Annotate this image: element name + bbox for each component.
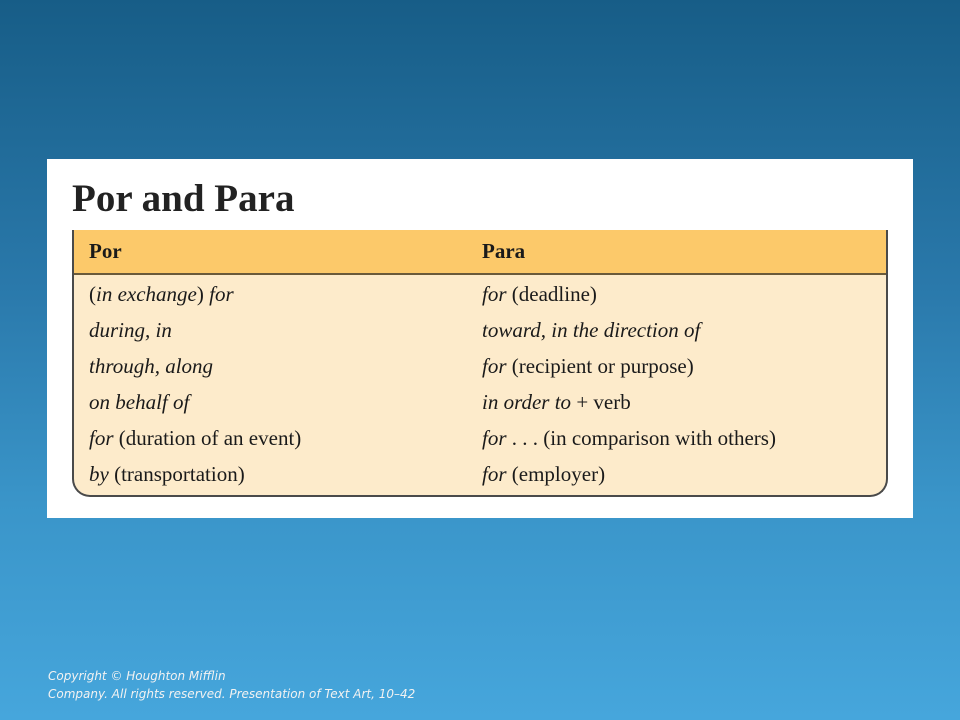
figure-panel: [47, 159, 913, 518]
header-por: Por: [89, 239, 122, 263]
por-para-table: [72, 230, 888, 497]
cell-text: ): [196, 282, 210, 306]
table-row: [74, 280, 886, 316]
por-cell: [89, 354, 213, 379]
cell-text: . . . (in comparison with others): [506, 426, 776, 450]
cell-text: for: [89, 426, 114, 450]
footer-line-2: Company. All rights reserved. Presentation of Text Art, 10–42: [48, 687, 416, 701]
copyright-footer: [48, 667, 415, 703]
por-cell: [89, 318, 172, 343]
table-row: [74, 388, 886, 424]
para-cell: [482, 318, 700, 343]
para-cell: [482, 390, 631, 415]
table-row: [74, 352, 886, 388]
cell-text: (duration of an event): [113, 426, 302, 450]
figure-title: Por and Para: [72, 177, 295, 220]
para-cell: [482, 282, 597, 307]
por-cell: [89, 390, 189, 415]
cell-text: (: [89, 282, 96, 306]
para-cell: [482, 354, 694, 379]
table-row: [74, 316, 886, 352]
table-header-row: [74, 230, 886, 275]
por-cell: [89, 426, 301, 451]
cell-text: by: [89, 462, 109, 486]
footer-line-1: Copyright © Houghton Mifflin: [48, 669, 226, 683]
cell-text: for: [482, 462, 507, 486]
cell-text: through, along: [89, 354, 214, 378]
para-cell: [482, 426, 776, 451]
cell-text: for: [482, 426, 507, 450]
cell-text: (recipient or purpose): [506, 354, 694, 378]
cell-text: on behalf of: [89, 390, 190, 414]
header-para: Para: [482, 239, 526, 263]
cell-text: in order to: [482, 390, 572, 414]
cell-text: for: [482, 354, 507, 378]
cell-text: in exchange: [96, 282, 197, 306]
table-row: [74, 424, 886, 460]
cell-text: for: [209, 282, 234, 306]
table-row: [74, 460, 886, 496]
por-cell: [89, 282, 234, 307]
cell-text: (transportation): [108, 462, 245, 486]
cell-text: + verb: [571, 390, 631, 414]
para-cell: [482, 462, 605, 487]
cell-text: for: [482, 282, 507, 306]
cell-text: toward, in the direction of: [482, 318, 701, 342]
cell-text: (employer): [506, 462, 606, 486]
cell-text: during, in: [89, 318, 172, 342]
table-body: [74, 280, 886, 496]
cell-text: (deadline): [506, 282, 597, 306]
por-cell: [89, 462, 245, 487]
